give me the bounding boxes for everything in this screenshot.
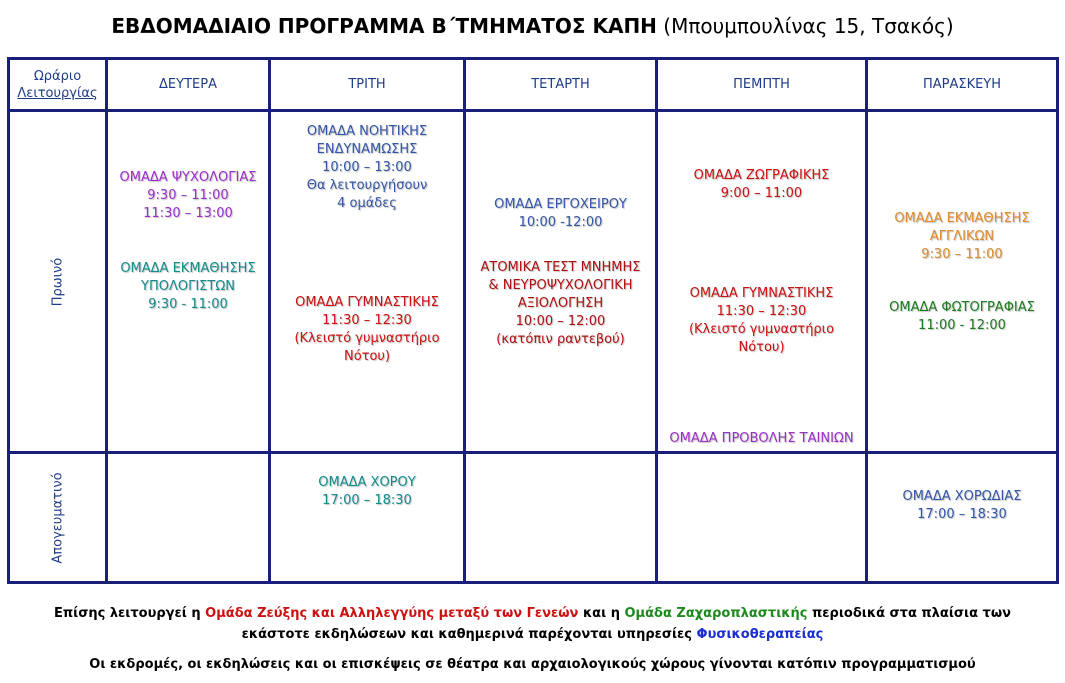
page-title — [0, 14, 1065, 38]
footer-text: και η — [578, 606, 625, 621]
group-block — [108, 260, 268, 314]
header-friday: ΠΑΡΑΣΚΕΥΗ — [867, 59, 1058, 111]
group-line: ΟΜΑΔΑ ΕΡΓΟΧΕΙΡΟΥ — [494, 197, 627, 212]
group-line: 9:30 – 11:00 — [921, 247, 1003, 262]
group-block — [658, 430, 865, 448]
group-line: ΕΝΔΥΝΑΜΩΣΗΣ — [316, 142, 418, 157]
group-line: 11:30 – 12:30 — [716, 304, 807, 319]
group-block — [658, 285, 865, 357]
group-block — [271, 123, 463, 213]
group-block — [868, 299, 1056, 335]
group-line: 11:30 – 13:00 — [143, 206, 233, 221]
title-address: (Μπουμπουλίνας 15, Τσακός) — [663, 14, 954, 38]
header-hours-line1: Ωράριο — [33, 68, 82, 84]
group-block — [271, 474, 463, 510]
group-line: ΟΜΑΔΑ ΨΥΧΟΛΟΓΙΑΣ — [119, 170, 257, 185]
group-block — [868, 488, 1056, 524]
afternoon-thursday — [657, 453, 867, 583]
group-line: ΟΜΑΔΑ ΓΥΜΝΑΣΤΙΚΗΣ — [689, 286, 834, 301]
group-line: 17:00 – 18:30 — [917, 507, 1007, 522]
group-line: ΟΜΑΔΑ ΦΩΤΟΓΡΑΦΙΑΣ — [889, 300, 1035, 315]
header-wednesday: ΤΕΤΑΡΤΗ — [465, 59, 657, 111]
group-line: ΑΞΙΟΛΟΓΗΣΗ — [517, 296, 604, 311]
footer-text: Επίσης λειτουργεί η — [53, 606, 206, 621]
group-line: ΟΜΑΔΑ ΧΟΡΟΥ — [318, 475, 416, 490]
footer-pastry-group: Ομάδα Ζαχαροπλαστικής — [624, 606, 808, 621]
group-line: 9:30 - 11:00 — [148, 297, 228, 312]
group-line: Νότου) — [738, 340, 785, 355]
group-line: Θα λειτουργήσουν — [306, 178, 428, 193]
morning-label-cell — [9, 111, 107, 453]
group-block — [658, 167, 865, 203]
group-line: ΟΜΑΔΑ ΖΩΓΡΑΦΙΚΗΣ — [693, 168, 830, 183]
afternoon-monday — [107, 453, 270, 583]
header-row — [9, 59, 1058, 111]
group-line: 9:30 – 11:00 — [147, 188, 229, 203]
morning-wednesday — [465, 111, 657, 453]
group-line: Νότου) — [343, 349, 391, 364]
group-line: ΥΠΟΛΟΓΙΣΤΩΝ — [141, 279, 235, 294]
group-line: 10:00 – 12:00 — [515, 314, 606, 329]
header-hours-line2: Λειτουργίας — [17, 85, 98, 101]
afternoon-friday — [867, 453, 1058, 583]
group-block — [466, 259, 655, 349]
header-thursday: ΠΕΜΠΤΗ — [657, 59, 867, 111]
group-line: & ΝΕΥΡΟΨΥΧΟΛΟΓΙΚΗ — [488, 278, 633, 293]
footer-generations-group: Ομάδα Ζεύξης και Αλληλεγγύης μεταξύ των Γενεών — [205, 606, 579, 621]
header-tuesday: ΤΡΙΤΗ — [270, 59, 465, 111]
group-line: 10:00 – 13:00 — [322, 160, 412, 175]
group-line: (κατόπιν ραντεβού) — [496, 332, 625, 347]
header-monday: ΔΕΥΤΕΡΑ — [107, 59, 270, 111]
group-line: ΟΜΑΔΑ ΠΡΟΒΟΛΗΣ ΤΑΙΝΙΩΝ — [669, 431, 854, 446]
group-line: 4 ομάδες — [337, 196, 397, 211]
morning-thursday — [657, 111, 867, 453]
group-line: 17:00 – 18:30 — [322, 493, 412, 508]
morning-friday — [867, 111, 1058, 453]
group-line: (Κλειστό γυμναστήριο — [294, 331, 440, 346]
morning-tuesday — [270, 111, 465, 453]
afternoon-wednesday — [465, 453, 657, 583]
footer-text: εκάστοτε εκδηλώσεων και καθημερινά παρέχονται υπηρεσίες — [241, 627, 697, 642]
schedule-table — [7, 57, 1059, 584]
footer-note — [0, 603, 1065, 645]
group-block — [466, 196, 655, 232]
footer-excursions: Οι εκδρομές, οι εκδηλώσεις και οι επισκέψεις σε θέατρα και αρχαιολογικούς χώρους γίνονται κατόπιν προγραμματισμού — [89, 657, 976, 672]
afternoon-label: Απογευματινό — [50, 471, 65, 564]
header-hours — [9, 59, 107, 111]
group-line: 11:30 – 12:30 — [322, 313, 412, 328]
afternoon-tuesday — [270, 453, 465, 583]
group-line: ΑΓΓΛΙΚΩΝ — [929, 229, 995, 244]
group-line: (Κλειστό γυμναστήριο — [688, 322, 835, 337]
footer-physio: Φυσικοθεραπείας — [696, 627, 824, 642]
morning-row — [9, 111, 1058, 453]
group-block — [868, 210, 1056, 264]
group-line: 11:00 - 12:00 — [918, 318, 1006, 333]
group-line: 9:00 – 11:00 — [720, 186, 803, 201]
group-line: ΟΜΑΔΑ ΧΟΡΩΔΙΑΣ — [902, 489, 1022, 504]
morning-label: Πρωινό — [50, 257, 65, 306]
group-block — [108, 169, 268, 223]
group-block — [271, 294, 463, 366]
afternoon-label-cell — [9, 453, 107, 583]
morning-monday — [107, 111, 270, 453]
title-main: ΕΒΔΟΜΑΔΙΑΙΟ ΠΡΟΓΡΑΜΜΑ Β΄ΤΜΗΜΑΤΟΣ ΚΑΠΗ — [111, 14, 657, 38]
group-line: ΟΜΑΔΑ ΕΚΜΑΘΗΣΗΣ — [120, 261, 256, 276]
afternoon-row — [9, 453, 1058, 583]
group-line: 10:00 -12:00 — [518, 215, 603, 230]
footer-text: περιοδικά στα πλαίσια των — [807, 606, 1012, 621]
group-line: ΟΜΑΔΑ ΕΚΜΑΘΗΣΗΣ — [894, 211, 1030, 226]
group-line: ΟΜΑΔΑ ΓΥΜΝΑΣΤΙΚΗΣ — [295, 295, 439, 310]
group-line: ΟΜΑΔΑ ΝΟΗΤΙΚΗΣ — [306, 124, 428, 139]
group-line: ΑΤΟΜΙΚΑ ΤΕΣΤ ΜΝΗΜΗΣ — [480, 260, 641, 275]
